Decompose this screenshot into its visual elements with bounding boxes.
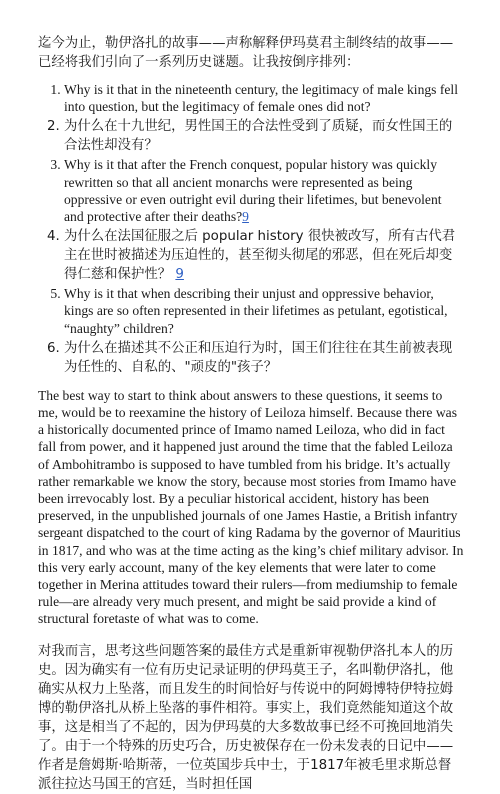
document-page [38,34,464,794]
footnote-link[interactable]: 9 [175,267,184,283]
body-paragraph-chinese: 对我而言，思考这些问题答案的最佳方式是重新审视勒伊洛扎本人的历史。因为确实有一位有历史记录证明的伊玛莫王子，名叫勒伊洛扎，他确实从权力上坠落，而且发生的时间恰好与传说中的阿姆博特伊特拉姆博的勒伊洛扎从桥上坠落的事件相符。事实上，我们竟然能知道这个故事，这是相当了不起的，因为伊玛莫的大多数故事已经不可挽回地消失了。由于一个特殊的历史巧合，历史被保存在一份未发表的日记中——作者是詹姆斯·哈斯蒂，一位英国步兵中士，于1817年被毛里求斯总督派往拉达马国王的宫廷，当时担任国 [38,643,454,792]
question-text: 为什么在法国征服之后 popular history 很快被改写，所有古代君主在世时被描述为压迫性的，甚至彻头彻尾的邪恶，但在死后却变得仁慈和保护性？ [64,229,456,283]
question-list [38,81,464,377]
question-text: Why is it that when describing their unjust and oppressive behavior, kings are so often represented in their lifetimes as petulant, egotistical, “naughty” children? [64,286,448,336]
list-item [64,117,464,155]
footnote-link[interactable]: 9 [242,209,249,225]
list-item [64,339,464,377]
list-item [64,285,464,337]
question-text: Why is it that after the French conquest, popular history was quickly rewritten so that all ancient monarchs were represented as being oppressive or even outright evil during their lifetimes, but benevolent and protective after their deaths? [64,157,442,225]
question-text: 为什么在十九世纪，男性国王的合法性受到了质疑，而女性国王的合法性却没有？ [64,119,453,154]
list-item [64,227,464,284]
question-text: 为什么在描述其不公正和压迫行为时，国王们往往在其生前被表现为任性的、自私的、"顽皮的"孩子？ [64,340,453,375]
list-item [64,81,464,115]
question-text: Why is it that in the nineteenth century, the legitimacy of male kings fell into question, but the legitimacy of female ones did not? [64,82,458,115]
body-paragraph-english: The best way to start to think about answers to these questions, it seems to me, would be to reexamine the history of Leiloza himself. Because there was a historically documented prince of Imamo named Leiloza, who did in fact fall from power, and it happened just around the time that the fabled Leiloza of Ambohitrambo is supposed to have tumbled from his bridge. It’s actually rather remarkable we know the story, because most stories from Imamo have been irrevocably lost. By a peculiar historical accident, history has been preserved, in the unpublished journals of one James Hastie, a British infantry sergeant dispatched to the court of king Radama by the governor of Mauritius in 1817, and who was at the time acting as the king’s chief military advisor. In this very early account, many of the key elements that were later to come together in Merina attitudes toward their rulers—from mediumship to female rule—are already very much present, and might be said provide a kind of structural foretaste of what was to come. [38,387,464,627]
intro-paragraph: 迄今为止，勒伊洛扎的故事——声称解释伊玛莫君主制终结的故事——已经将我们引向了一系列历史谜题。让我按倒序排列： [38,36,454,70]
list-item [64,156,464,225]
